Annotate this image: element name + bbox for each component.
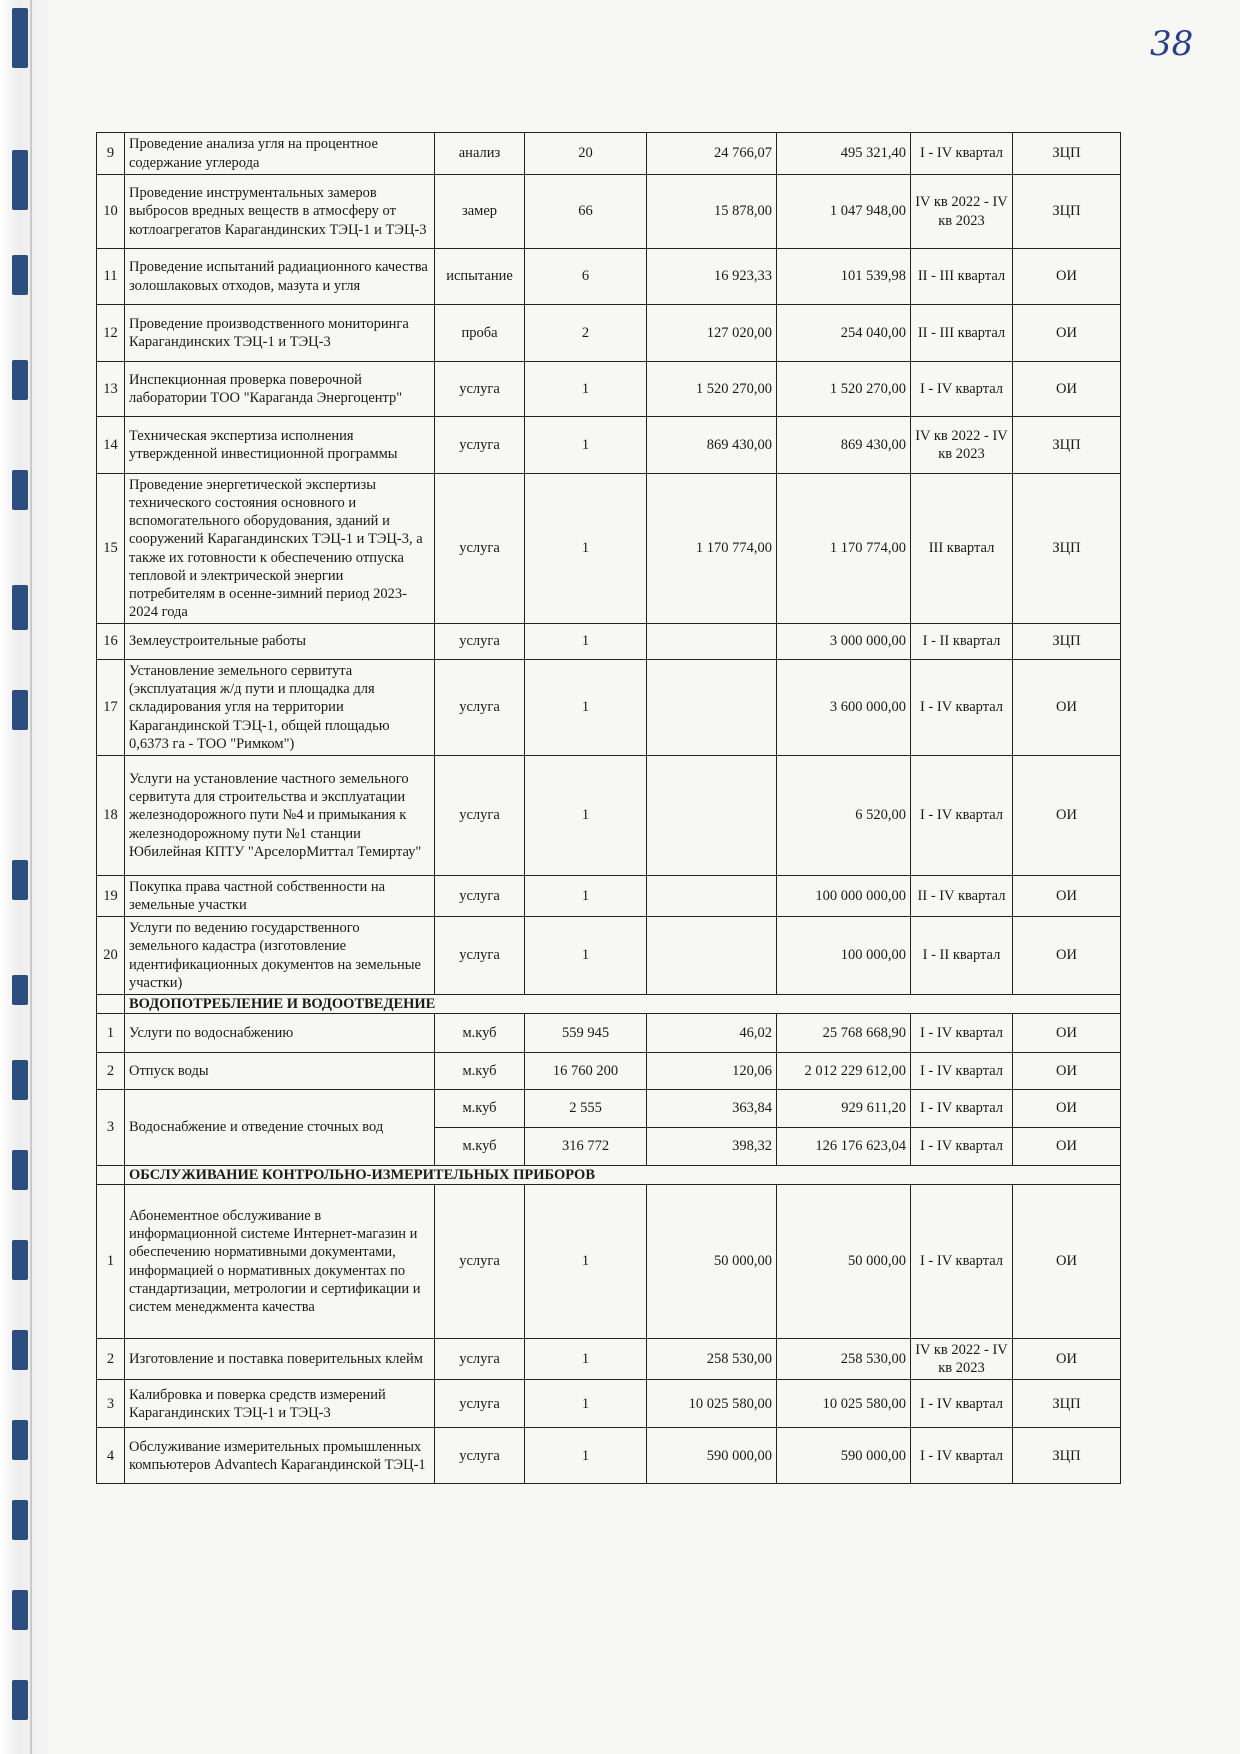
quantity-cell: 1 (525, 474, 647, 624)
term-cell: I - IV квартал (911, 756, 1013, 876)
unit-cell: проба (435, 305, 525, 362)
table-row (97, 362, 1121, 417)
quantity-cell: 2 (525, 305, 647, 362)
term-cell: I - IV квартал (911, 1089, 1013, 1127)
row-number-cell: 12 (97, 305, 125, 362)
unit-cell: услуга (435, 756, 525, 876)
section-header-spacer (97, 1165, 125, 1184)
unit-price-cell: 363,84 (647, 1089, 777, 1127)
term-cell: I - II квартал (911, 624, 1013, 660)
binding-tick (12, 255, 28, 295)
unit-price-cell (647, 624, 777, 660)
unit-price-cell (647, 876, 777, 917)
binding-tick (12, 8, 28, 68)
term-cell: I - IV квартал (911, 1052, 1013, 1089)
item-name-cell: Инспекционная проверка поверочной лаборатории ТОО "Караганда Энергоцентр" (125, 362, 435, 417)
item-name-cell: Техническая экспертиза исполнения утвержденной инвестиционной программы (125, 417, 435, 474)
row-number-cell: 19 (97, 876, 125, 917)
total-sum-cell: 1 520 270,00 (777, 362, 911, 417)
item-name-cell: Услуги на установление частного земельного сервитута для строительства и эксплуатации железнодорожного пути №4 и примыкания к железнодорожному пути №1 станции Юбилейная КПТУ "АрселорМиттал Темиртау" (125, 756, 435, 876)
unit-cell: услуга (435, 876, 525, 917)
unit-cell: м.куб (435, 1052, 525, 1089)
table-row (97, 417, 1121, 474)
unit-cell: услуга (435, 1380, 525, 1428)
unit-cell: м.куб (435, 1089, 525, 1127)
term-cell: I - IV квартал (911, 1185, 1013, 1339)
unit-cell: услуга (435, 1339, 525, 1380)
procurement-method-cell: ЗЦП (1013, 1428, 1121, 1484)
item-name-cell: Проведение энергетической экспертизы технического состояния основного и вспомогательного оборудования, зданий и сооружений Карагандинских ТЭЦ-1 и ТЭЦ-3, а также их готовности к обеспечению отпуска тепловой и электрической энергии потребителям в осенне-зимний период 2023-2024 года (125, 474, 435, 624)
unit-price-cell: 1 170 774,00 (647, 474, 777, 624)
unit-price-cell: 127 020,00 (647, 305, 777, 362)
item-name-cell: Водоснабжение и отведение сточных вод (125, 1089, 435, 1165)
unit-cell: услуга (435, 624, 525, 660)
procurement-method-cell: ОИ (1013, 756, 1121, 876)
procurement-table (96, 132, 1121, 1484)
term-cell: III квартал (911, 474, 1013, 624)
row-number-cell: 17 (97, 660, 125, 756)
procurement-method-cell: ЗЦП (1013, 624, 1121, 660)
quantity-cell: 1 (525, 756, 647, 876)
quantity-cell: 1 (525, 1428, 647, 1484)
table-row (97, 305, 1121, 362)
quantity-cell: 1 (525, 660, 647, 756)
quantity-cell: 20 (525, 133, 647, 175)
section-header-spacer (97, 994, 125, 1013)
total-sum-cell: 495 321,40 (777, 133, 911, 175)
binding-tick (12, 975, 28, 1005)
term-cell: II - III квартал (911, 249, 1013, 305)
procurement-method-cell: ЗЦП (1013, 133, 1121, 175)
quantity-cell: 6 (525, 249, 647, 305)
total-sum-cell: 100 000 000,00 (777, 876, 911, 917)
term-cell: I - IV квартал (911, 1127, 1013, 1165)
row-number-cell: 11 (97, 249, 125, 305)
total-sum-cell: 3 600 000,00 (777, 660, 911, 756)
quantity-cell: 1 (525, 417, 647, 474)
unit-cell: испытание (435, 249, 525, 305)
total-sum-cell: 258 530,00 (777, 1339, 911, 1380)
table-row (97, 660, 1121, 756)
item-name-cell: Землеустроительные работы (125, 624, 435, 660)
total-sum-cell: 1 170 774,00 (777, 474, 911, 624)
table-row (97, 1428, 1121, 1484)
binding-strip (0, 0, 48, 1754)
total-sum-cell: 1 047 948,00 (777, 175, 911, 249)
binding-tick (12, 860, 28, 900)
unit-price-cell: 50 000,00 (647, 1185, 777, 1339)
table-row (97, 1185, 1121, 1339)
term-cell: II - III квартал (911, 305, 1013, 362)
term-cell: I - IV квартал (911, 1380, 1013, 1428)
term-cell: I - IV квартал (911, 1013, 1013, 1052)
binding-tick (12, 150, 28, 210)
total-sum-cell: 100 000,00 (777, 917, 911, 995)
row-number-cell: 3 (97, 1380, 125, 1428)
unit-cell: услуга (435, 474, 525, 624)
item-name-cell: Калибровка и поверка средств измерений Карагандинских ТЭЦ-1 и ТЭЦ-3 (125, 1380, 435, 1428)
table-row (97, 917, 1121, 995)
procurement-method-cell: ЗЦП (1013, 175, 1121, 249)
item-name-cell: Отпуск воды (125, 1052, 435, 1089)
binding-tick (12, 360, 28, 400)
term-cell: IV кв 2022 - IV кв 2023 (911, 417, 1013, 474)
section-title: ВОДОПОТРЕБЛЕНИЕ И ВОДООТВЕДЕНИЕ (125, 994, 1121, 1013)
unit-price-cell: 24 766,07 (647, 133, 777, 175)
procurement-method-cell: ОИ (1013, 917, 1121, 995)
item-name-cell: Услуги по водоснабжению (125, 1013, 435, 1052)
item-name-cell: Абонементное обслуживание в информационной системе Интернет-магазин и обеспечению нормативными документами, информацией о нормативных документах по стандартизации, метрологии и сертификации и систем менеджмента качества (125, 1185, 435, 1339)
total-sum-cell: 590 000,00 (777, 1428, 911, 1484)
procurement-method-cell: ЗЦП (1013, 417, 1121, 474)
quantity-cell: 1 (525, 917, 647, 995)
table-row (97, 1052, 1121, 1089)
unit-cell: услуга (435, 362, 525, 417)
binding-tick (12, 470, 28, 510)
procurement-method-cell: ОИ (1013, 305, 1121, 362)
procurement-method-cell: ОИ (1013, 1013, 1121, 1052)
section-title: ОБСЛУЖИВАНИЕ КОНТРОЛЬНО-ИЗМЕРИТЕЛЬНЫХ ПРИБОРОВ (125, 1165, 1121, 1184)
row-number-cell: 16 (97, 624, 125, 660)
unit-cell: м.куб (435, 1013, 525, 1052)
row-number-cell: 1 (97, 1185, 125, 1339)
item-name-cell: Проведение инструментальных замеров выбросов вредных веществ в атмосферу от котлоагрегатов Карагандинских ТЭЦ-1 и ТЭЦ-3 (125, 175, 435, 249)
procurement-method-cell: ОИ (1013, 1339, 1121, 1380)
binding-tick (12, 1500, 28, 1540)
total-sum-cell: 101 539,98 (777, 249, 911, 305)
page-number: 38 (1150, 24, 1194, 64)
total-sum-cell: 6 520,00 (777, 756, 911, 876)
unit-cell: услуга (435, 917, 525, 995)
total-sum-cell: 3 000 000,00 (777, 624, 911, 660)
table-row (97, 1380, 1121, 1428)
term-cell: IV кв 2022 - IV кв 2023 (911, 1339, 1013, 1380)
total-sum-cell: 10 025 580,00 (777, 1380, 911, 1428)
unit-price-cell (647, 660, 777, 756)
total-sum-cell: 2 012 229 612,00 (777, 1052, 911, 1089)
row-number-cell: 18 (97, 756, 125, 876)
table-row (97, 474, 1121, 624)
procurement-method-cell: ОИ (1013, 1127, 1121, 1165)
procurement-method-cell: ОИ (1013, 249, 1121, 305)
procurement-method-cell: ОИ (1013, 876, 1121, 917)
unit-price-cell: 15 878,00 (647, 175, 777, 249)
unit-price-cell: 120,06 (647, 1052, 777, 1089)
unit-cell: услуга (435, 417, 525, 474)
table-row (97, 1089, 1121, 1127)
item-name-cell: Проведение испытаний радиационного качества золошлаковых отходов, мазута и угля (125, 249, 435, 305)
section-header-row (97, 1165, 1121, 1184)
unit-cell: анализ (435, 133, 525, 175)
quantity-cell: 1 (525, 624, 647, 660)
row-number-cell: 3 (97, 1089, 125, 1165)
procurement-method-cell: ОИ (1013, 1089, 1121, 1127)
quantity-cell: 1 (525, 876, 647, 917)
procurement-method-cell: ОИ (1013, 660, 1121, 756)
unit-cell: услуга (435, 1185, 525, 1339)
binding-tick (12, 1330, 28, 1370)
row-number-cell: 15 (97, 474, 125, 624)
unit-price-cell: 258 530,00 (647, 1339, 777, 1380)
binding-edge (30, 0, 32, 1754)
total-sum-cell: 50 000,00 (777, 1185, 911, 1339)
quantity-cell: 16 760 200 (525, 1052, 647, 1089)
binding-tick (12, 1680, 28, 1720)
item-name-cell: Покупка права частной собственности на земельные участки (125, 876, 435, 917)
binding-tick (12, 1240, 28, 1280)
quantity-cell: 559 945 (525, 1013, 647, 1052)
unit-price-cell: 398,32 (647, 1127, 777, 1165)
table-row (97, 133, 1121, 175)
unit-price-cell: 590 000,00 (647, 1428, 777, 1484)
unit-price-cell: 10 025 580,00 (647, 1380, 777, 1428)
table-row (97, 1339, 1121, 1380)
row-number-cell: 2 (97, 1339, 125, 1380)
total-sum-cell: 869 430,00 (777, 417, 911, 474)
table-body (97, 133, 1121, 1484)
section-header-row (97, 994, 1121, 1013)
term-cell: IV кв 2022 - IV кв 2023 (911, 175, 1013, 249)
row-number-cell: 4 (97, 1428, 125, 1484)
procurement-method-cell: ЗЦП (1013, 1380, 1121, 1428)
quantity-cell: 2 555 (525, 1089, 647, 1127)
table-row (97, 249, 1121, 305)
unit-price-cell (647, 917, 777, 995)
binding-tick (12, 585, 28, 630)
table-row (97, 1013, 1121, 1052)
binding-tick (12, 1420, 28, 1460)
unit-price-cell: 869 430,00 (647, 417, 777, 474)
binding-tick (12, 1150, 28, 1190)
unit-cell: услуга (435, 1428, 525, 1484)
item-name-cell: Установление земельного сервитута (эксплуатация ж/д пути и площадка для складирования угля на территории Карагандинской ТЭЦ-1, общей площадью 0,6373 га - ТОО "Римком") (125, 660, 435, 756)
unit-cell: замер (435, 175, 525, 249)
term-cell: I - IV квартал (911, 660, 1013, 756)
table-row (97, 876, 1121, 917)
unit-price-cell (647, 756, 777, 876)
row-number-cell: 9 (97, 133, 125, 175)
procurement-method-cell: ЗЦП (1013, 474, 1121, 624)
term-cell: I - IV квартал (911, 1428, 1013, 1484)
procurement-method-cell: ОИ (1013, 1185, 1121, 1339)
item-name-cell: Обслуживание измерительных промышленных компьютеров Advantech Карагандинской ТЭЦ-1 (125, 1428, 435, 1484)
term-cell: I - II квартал (911, 917, 1013, 995)
quantity-cell: 1 (525, 1339, 647, 1380)
table-row (97, 624, 1121, 660)
item-name-cell: Изготовление и поставка поверительных клейм (125, 1339, 435, 1380)
unit-cell: услуга (435, 660, 525, 756)
quantity-cell: 1 (525, 1380, 647, 1428)
unit-price-cell: 16 923,33 (647, 249, 777, 305)
binding-tick (12, 690, 28, 730)
row-number-cell: 1 (97, 1013, 125, 1052)
total-sum-cell: 254 040,00 (777, 305, 911, 362)
procurement-method-cell: ОИ (1013, 1052, 1121, 1089)
term-cell: II - IV квартал (911, 876, 1013, 917)
item-name-cell: Проведение анализа угля на процентное содержание углерода (125, 133, 435, 175)
total-sum-cell: 929 611,20 (777, 1089, 911, 1127)
item-name-cell: Проведение производственного мониторинга Карагандинских ТЭЦ-1 и ТЭЦ-3 (125, 305, 435, 362)
row-number-cell: 2 (97, 1052, 125, 1089)
term-cell: I - IV квартал (911, 133, 1013, 175)
procurement-method-cell: ОИ (1013, 362, 1121, 417)
total-sum-cell: 25 768 668,90 (777, 1013, 911, 1052)
binding-tick (12, 1590, 28, 1630)
row-number-cell: 20 (97, 917, 125, 995)
quantity-cell: 66 (525, 175, 647, 249)
term-cell: I - IV квартал (911, 362, 1013, 417)
row-number-cell: 10 (97, 175, 125, 249)
table-row (97, 175, 1121, 249)
unit-price-cell: 46,02 (647, 1013, 777, 1052)
row-number-cell: 14 (97, 417, 125, 474)
table-row (97, 756, 1121, 876)
quantity-cell: 1 (525, 362, 647, 417)
quantity-cell: 316 772 (525, 1127, 647, 1165)
unit-price-cell: 1 520 270,00 (647, 362, 777, 417)
binding-tick (12, 1060, 28, 1100)
row-number-cell: 13 (97, 362, 125, 417)
item-name-cell: Услуги по ведению государственного земельного кадастра (изготовление идентификационных документов на земельные участки) (125, 917, 435, 995)
quantity-cell: 1 (525, 1185, 647, 1339)
unit-cell: м.куб (435, 1127, 525, 1165)
total-sum-cell: 126 176 623,04 (777, 1127, 911, 1165)
